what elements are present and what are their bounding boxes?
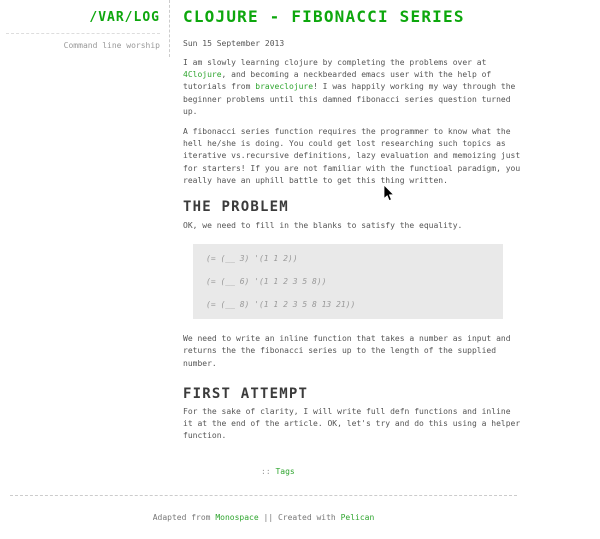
footer bbox=[10, 495, 517, 524]
footer-credits bbox=[10, 512, 517, 524]
code-line: (= (__ 8) '(1 1 2 3 5 8 13 21)) bbox=[206, 300, 356, 310]
article bbox=[183, 0, 523, 478]
paragraph-first-attempt: For the sake of clarity, I will write full defn functions and inline it at the end of the article. OK, let's try and do this using a helper function. bbox=[183, 406, 521, 441]
link-monospace-theme[interactable]: Monospace bbox=[215, 513, 259, 522]
paragraph-intro bbox=[183, 57, 523, 118]
sidebar bbox=[0, 0, 160, 50]
tags-prefix: :: bbox=[261, 467, 276, 477]
link-braveclojure[interactable]: braveclojure bbox=[255, 82, 314, 92]
paragraph-problem-intro: OK, we need to fill in the blanks to satisfy the equality. bbox=[183, 221, 463, 231]
code-line: (= (__ 3) '(1 1 2)) bbox=[206, 254, 298, 264]
paragraph-text: I am slowly learning clojure by completing the problems over at bbox=[183, 58, 487, 67]
paragraph-text: , and becoming a neckbearded emacs user with the help of tutorials from bbox=[183, 70, 492, 92]
link-pelican[interactable]: Pelican bbox=[340, 513, 375, 522]
link-4clojure[interactable]: 4Clojure bbox=[183, 70, 222, 80]
article-title-link[interactable]: CLOJURE - FIBONACCI SERIES bbox=[183, 7, 465, 26]
paragraph-difficulty: A fibonacci series function requires the programmer to know what the hell he/she is doing. You could get lost researching such topics as iterative vs.recursive definitions, lazy evaluation and memoizing just for starters! If you are not familiar with the functioal paradigm, you really have an uphill battle to get this thing written. bbox=[183, 127, 521, 185]
sidebar-divider bbox=[6, 33, 160, 34]
footer-text: Adapted from bbox=[152, 513, 216, 522]
heading-the-problem: THE PROBLEM bbox=[183, 199, 289, 216]
sidebar-vertical-divider bbox=[169, 0, 170, 57]
site-tagline: Command line worship bbox=[63, 41, 160, 50]
paragraph-problem-outro: We need to write an inline function that takes a number as input and returns the the fibonacci series up to the length of the supplied number. bbox=[183, 334, 511, 368]
article-date: Sun 15 September 2013 bbox=[183, 39, 285, 48]
heading-first-attempt: FIRST ATTEMPT bbox=[183, 385, 309, 402]
footer-text: || Created with bbox=[258, 513, 341, 522]
paragraph-text: ! I was happily working my way through the beginner problems until this damned fibonacci series question turned up. bbox=[183, 82, 516, 116]
code-block bbox=[193, 244, 503, 319]
tags-row bbox=[183, 466, 523, 478]
tags-link[interactable]: Tags bbox=[275, 467, 295, 477]
code-line: (= (__ 6) '(1 1 2 3 5 8)) bbox=[206, 277, 327, 287]
site-title-link[interactable]: /VAR/LOG bbox=[89, 10, 160, 25]
